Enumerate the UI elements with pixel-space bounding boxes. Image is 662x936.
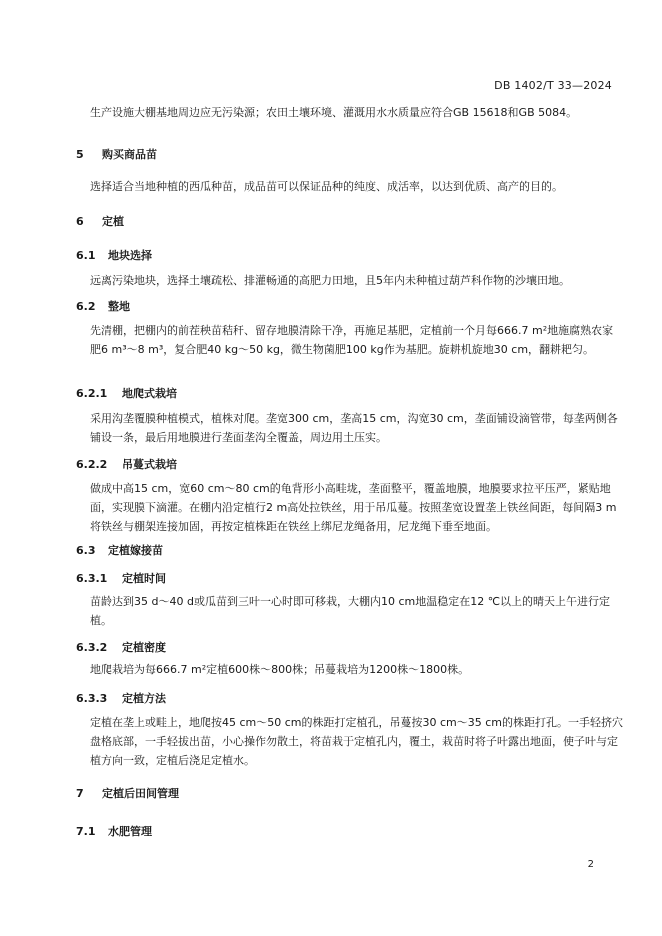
section-6-3-3-paragraph: 定植在垄上或畦上，地爬按45 cm～50 cm的株距打定植孔，吊蔓按30 cm～35 cm的株距打孔。一手轻挤穴盘格底部，一手轻拔出苗，小心操作勿散土，将苗栽于定植孔内，覆土，栽苗时将子叶露出地面，使子叶与定植方向一致，定植后浇足定植水。 xyxy=(90,716,624,767)
section-6-3-3-heading xyxy=(76,690,166,706)
section-number: 6.3.3 xyxy=(76,692,108,705)
intro-paragraph: 生产设施大棚基地周边应无污染源；农田土壤环境、灌溉用水水质量应符合GB 15618和GB 5084。 xyxy=(90,106,578,119)
section-7-1-heading xyxy=(76,823,152,839)
section-number: 6.3.2 xyxy=(76,641,108,654)
document-code: DB 1402/T 33—2024 xyxy=(494,79,612,92)
section-title: 定植密度 xyxy=(122,641,166,654)
section-number: 6.2.2 xyxy=(76,458,108,471)
section-6-3-1-heading xyxy=(76,570,166,586)
section-6-2-paragraph: 先清棚，把棚内的前茬秧苗秸秆、留存地膜清除干净，再施足基肥，定植前一个月每666.7 m²地施腐熟农家肥6 m³～8 m³，复合肥40 kg～50 kg，微生物菌肥100 kg作为基肥。旋耕机旋地30 cm，翻耕耙匀。 xyxy=(90,324,614,356)
section-title: 定植 xyxy=(102,215,124,228)
section-title: 吊蔓式栽培 xyxy=(122,458,177,471)
section-title: 定植嫁接苗 xyxy=(108,544,163,557)
section-title: 地块选择 xyxy=(108,249,152,262)
section-6-1-heading xyxy=(76,247,152,263)
section-5-heading xyxy=(76,146,157,162)
section-7-heading xyxy=(76,785,179,801)
section-title: 购买商品苗 xyxy=(102,148,157,161)
section-6-1-paragraph: 远离污染地块，选择土壤疏松、排灌畅通的高肥力田地，且5年内未种植过葫芦科作物的沙壤田地。 xyxy=(90,274,570,287)
page-number: 2 xyxy=(587,859,594,870)
section-6-3-2-paragraph: 地爬栽培为每666.7 m²定植600株～800株；吊蔓栽培为1200株～1800株。 xyxy=(90,663,470,676)
section-6-3-1-paragraph: 苗龄达到35 d～40 d或瓜苗到三叶一心时即可移栽，大棚内10 cm地温稳定在12 ℃以上的晴天上午进行定植。 xyxy=(90,595,611,627)
section-number: 6.3.1 xyxy=(76,572,108,585)
section-number: 5 xyxy=(76,148,84,161)
section-number: 7 xyxy=(76,787,84,800)
section-6-2-2-heading xyxy=(76,456,177,472)
section-title: 地爬式栽培 xyxy=(122,387,177,400)
section-title: 定植方法 xyxy=(122,692,166,705)
section-5-paragraph: 选择适合当地种植的西瓜种苗，成品苗可以保证品种的纯度、成活率，以达到优质、高产的目的。 xyxy=(90,180,563,193)
section-number: 6.3 xyxy=(76,544,96,557)
section-6-2-2-paragraph: 做成中高15 cm，宽60 cm～80 cm的龟背形小高畦垅，垄面整平，覆盖地膜，地膜要求拉平压严，紧贴地面，实现膜下滴灌。在棚内沿定植行2 m高处拉铁丝，用于吊瓜蔓。按照垄宽设置垄上铁丝间距，每间隔3 m将铁丝与棚架连接加固，再按定植株距在铁丝上绑尼龙绳备用，尼龙绳下垂至地面。 xyxy=(90,482,617,533)
section-6-heading xyxy=(76,213,124,229)
section-title: 定植时间 xyxy=(122,572,166,585)
section-6-2-1-paragraph: 采用沟垄覆膜种植模式，植株对爬。垄宽300 cm，垄高15 cm，沟宽30 cm，垄面铺设滴管带，每垄两侧各铺设一条，最后用地膜进行垄面垄沟全覆盖，周边用土压实。 xyxy=(90,412,618,444)
section-number: 6.2.1 xyxy=(76,387,108,400)
section-title: 水肥管理 xyxy=(108,825,152,838)
section-number: 6.1 xyxy=(76,249,96,262)
section-title: 定植后田间管理 xyxy=(102,787,179,800)
section-number: 6.2 xyxy=(76,300,96,313)
section-6-2-heading xyxy=(76,298,130,314)
section-6-3-heading xyxy=(76,542,163,558)
section-6-3-2-heading xyxy=(76,639,166,655)
section-number: 6 xyxy=(76,215,84,228)
section-number: 7.1 xyxy=(76,825,96,838)
section-title: 整地 xyxy=(108,300,130,313)
section-6-2-1-heading xyxy=(76,385,177,401)
